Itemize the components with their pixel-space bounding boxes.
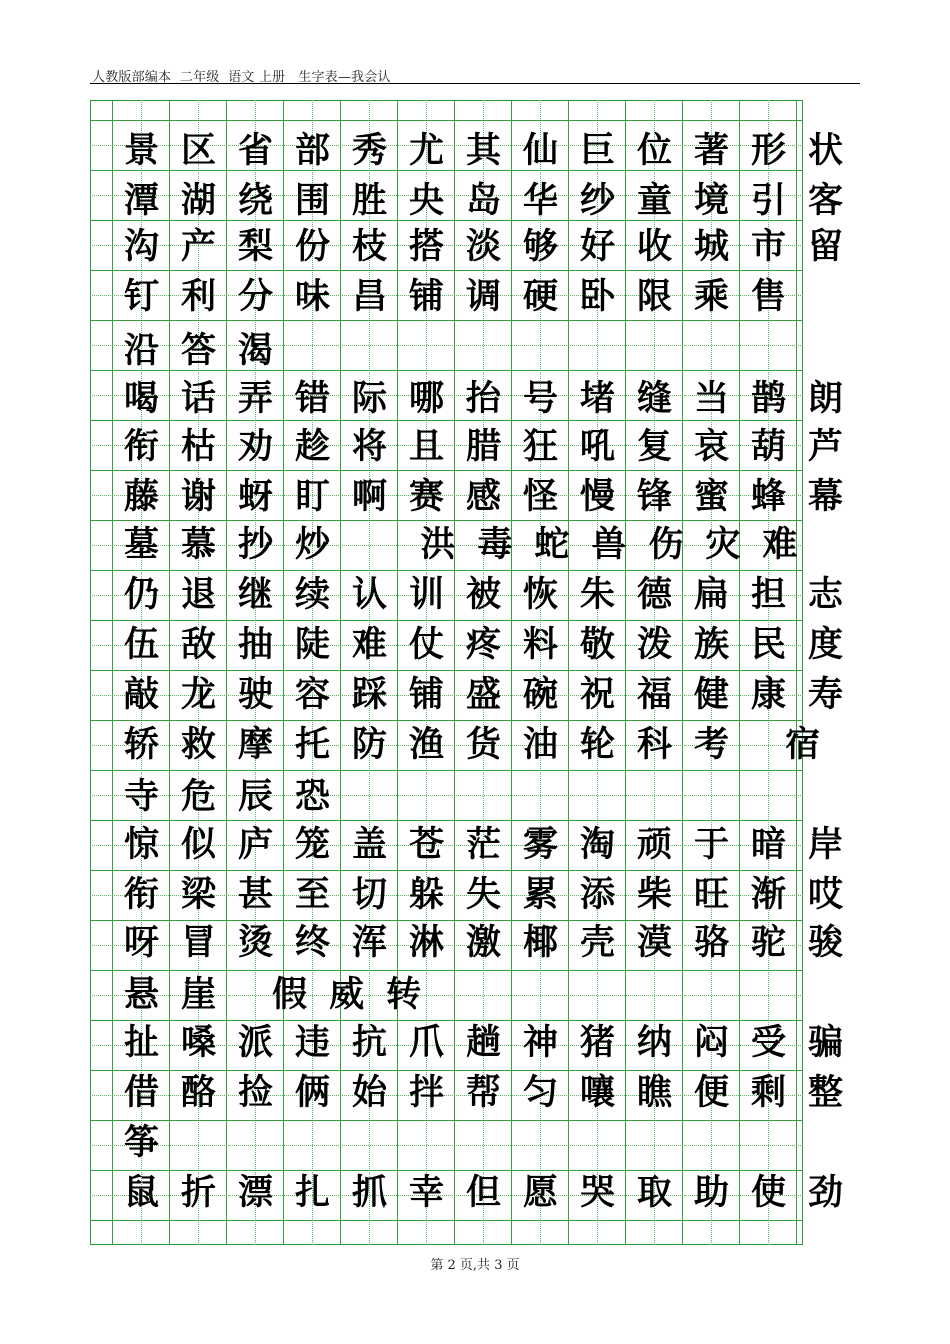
page-number: 第 2 页,共 3 页 (430, 1258, 520, 1273)
character-row: 沟产梨份枝搭淡够好收城市留 (124, 226, 866, 267)
character-row: 藤谢蚜盯啊赛感怪慢锋蜜蜂幕 (124, 476, 866, 517)
character-row: 轿救摩托防渔货油轮科考 宿 (124, 724, 843, 765)
character-row: 衔枯劝趁将且腊狂吼复哀葫芦 (124, 426, 866, 467)
character-row: 借酪捡俩始拌帮匀嚷瞧便剩整 (124, 1072, 866, 1113)
character-row: 景区省部秀尤其仙巨位著形状 (124, 130, 866, 171)
character-row: 钉利分味昌铺调硬卧限乘售 (124, 276, 809, 317)
grid-horizontal-midline (90, 1145, 803, 1146)
document-header: 人教版部编本 二年级 语文 上册 生字表—我会认 (92, 70, 391, 85)
header-rule (90, 83, 860, 84)
character-row: 潭湖绕围胜央岛华纱童境引客 (124, 180, 866, 221)
character-row: 鼠折漂扎抓幸但愿哭取助使劲 (124, 1172, 866, 1213)
character-row: 寺危辰恐 (124, 776, 353, 817)
character-row: 呀冒烫终浑淋激椰壳漠骆驼骏 (124, 922, 866, 963)
grid-horizontal-line (90, 1120, 803, 1121)
character-row: 沿答渴 (124, 330, 296, 371)
character-row: 墓慕抄炒 洪毒蛇兽伤灾难 (124, 524, 820, 565)
grid-horizontal-line (90, 120, 803, 121)
grid-vertical-line (112, 100, 113, 1245)
character-row: 喝话弄错际哪抬号堵缝当鹊朗 (124, 378, 866, 419)
character-row: 悬崖 假威转 (124, 974, 444, 1015)
character-row: 惊似庐笼盖苍茫雾淘顽于暗岸 (124, 824, 866, 865)
character-row: 伍敌抽陡难仗疼料敬泼族民度 (124, 624, 866, 665)
character-row: 衔梁甚至切躲失累添柴旺渐哎 (124, 874, 866, 915)
grid-horizontal-line (90, 770, 803, 771)
character-row: 敲龙驶容踩铺盛碗祝福健康寿 (124, 674, 866, 715)
grid-horizontal-line (90, 1220, 803, 1221)
character-row: 筝 (124, 1122, 182, 1163)
character-row: 扯嗓派违抗爪趟神猪纳闷受骗 (124, 1022, 866, 1063)
character-row: 仍退继续认训被恢朱德扁担志 (124, 574, 866, 615)
